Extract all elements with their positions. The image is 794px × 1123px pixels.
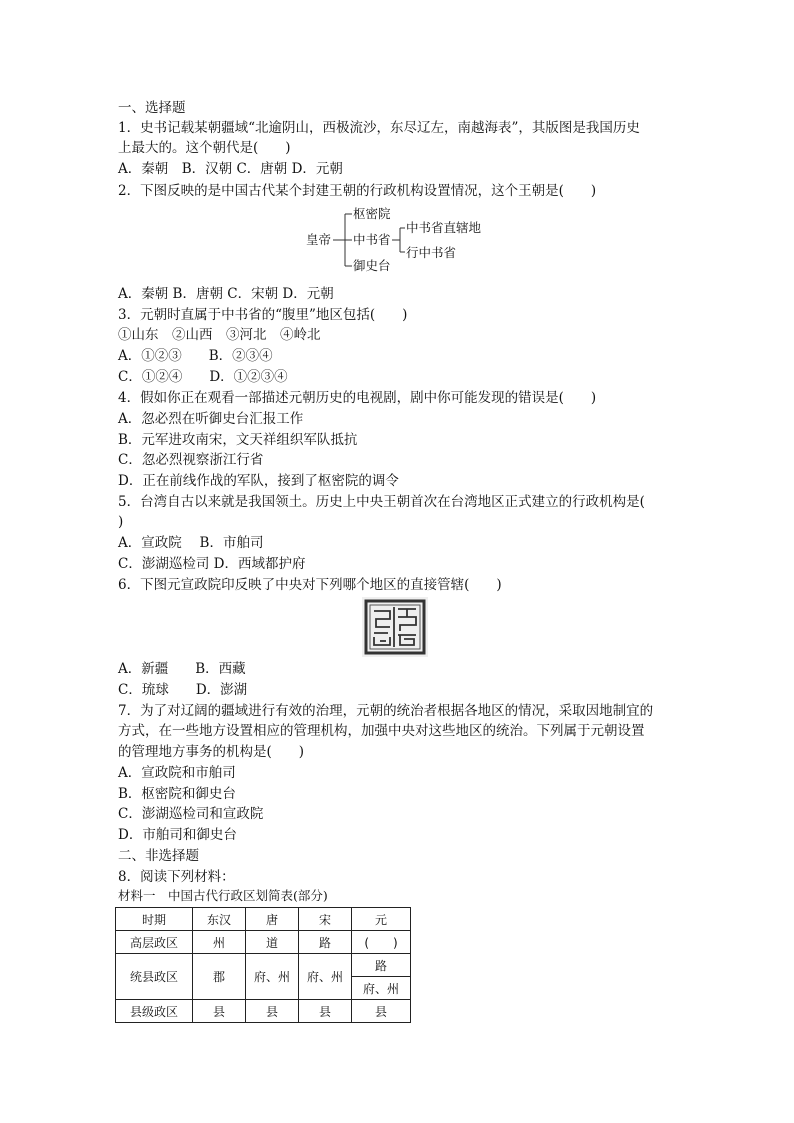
- question-4-option-c: C．忽必烈视察浙江行省: [118, 452, 264, 468]
- table-cell: 府、州: [352, 977, 411, 1000]
- table-header-cell: 时期: [116, 908, 193, 931]
- table-cell: 高层政区: [116, 931, 193, 954]
- question-1-stem: 1．史书记载某朝疆域“北逾阴山，西极流沙，东尽辽左，南越海表”，其版图是我国历史: [118, 120, 640, 136]
- question-7-stem-cont2: 的管理地方事务的机构是( ): [118, 744, 305, 760]
- question-3-options-cd: C．①②④ D．①②③④: [118, 369, 288, 385]
- table-row: [116, 954, 411, 977]
- table-header-cell: 元: [352, 908, 411, 931]
- question-4-option-b: B．元军进攻南宋，文天祥组织军队抵抗: [118, 432, 358, 448]
- table-cell: 郡: [193, 954, 246, 1000]
- section-heading-non-choice: 二、非选择题: [118, 848, 199, 864]
- admin-division-table: [115, 907, 411, 1023]
- question-4-stem: 4．假如你正在观看一部描述元朝历史的电视剧，剧中你可能发现的错误是( ): [118, 390, 597, 406]
- section-heading-choice: 一、选择题: [118, 100, 186, 116]
- node-censorate: 御史台: [353, 258, 391, 273]
- question-6-options-cd: C．琉球 D．澎湖: [118, 682, 248, 698]
- question-5-options-ab: A．宣政院 B．市舶司: [118, 535, 264, 551]
- question-1-options: A．秦朝 B．汉朝 C．唐朝 D．元朝: [118, 161, 343, 177]
- table-header-cell: 宋: [299, 908, 352, 931]
- question-5-stem: 5．台湾自古以来就是我国领土。历史上中央王朝首次在台湾地区正式建立的行政机构是(: [118, 494, 645, 510]
- xuanzheng-seal-image: [362, 597, 428, 657]
- table-cell: 县: [193, 1000, 246, 1023]
- table-cell: 县: [299, 1000, 352, 1023]
- table-cell: 道: [246, 931, 299, 954]
- question-7-option-c: C．澎湖巡检司和宣政院: [118, 806, 264, 822]
- diagram-connectors: [300, 202, 520, 278]
- table-header-cell: 东汉: [193, 908, 246, 931]
- table-cell-blank: ( ): [352, 931, 411, 954]
- question-1-stem-cont: 上最大的。这个朝代是( ): [118, 140, 291, 156]
- node-privy-council: 枢密院: [353, 206, 391, 221]
- question-6-options-ab: A．新疆 B．西藏: [118, 661, 246, 677]
- table-cell: 府、州: [246, 954, 299, 1000]
- table-header-cell: 唐: [246, 908, 299, 931]
- question-4-option-d: D．正在前线作战的军队，接到了枢密院的调令: [118, 473, 399, 489]
- question-7-option-b: B．枢密院和御史台: [118, 786, 236, 802]
- table-cell: 路: [352, 954, 411, 977]
- question-3-stem: 3．元朝时直属于中书省的“腹里”地区包括( ): [118, 307, 408, 323]
- table-cell: 县: [246, 1000, 299, 1023]
- question-2-stem: 2．下图反映的是中国古代某个封建王朝的行政机构设置情况，这个王朝是( ): [118, 183, 597, 199]
- table-cell: 县级政区: [116, 1000, 193, 1023]
- admin-structure-diagram: [300, 202, 520, 278]
- question-8-stem: 8．阅读下列材料：: [118, 869, 235, 885]
- question-7-stem: 7．为了对辽阔的疆域进行有效的治理，元朝的统治者根据各地区的情况，采取因地制宜的: [118, 703, 654, 719]
- node-secretariat: 中书省: [353, 232, 391, 247]
- question-4-option-a: A．忽必烈在听御史台汇报工作: [118, 411, 304, 427]
- table-row: [116, 1000, 411, 1023]
- question-7-option-a: A．宣政院和市舶司: [118, 765, 236, 781]
- seal-icon: [362, 597, 428, 657]
- question-3-options-ab: A．①②③ B．②③④: [118, 348, 273, 364]
- table-cell: 州: [193, 931, 246, 954]
- question-2-options: A．秦朝 B．唐朝 C．宋朝 D．元朝: [118, 286, 334, 302]
- table-cell: 统县政区: [116, 954, 193, 1000]
- question-7-stem-cont1: 方式，在一些地方设置相应的管理机构，加强中央对这些地区的统治。下列属于元朝设置: [118, 723, 645, 739]
- table-row: [116, 931, 411, 954]
- question-3-items: ①山东 ②山西 ③河北 ④岭北: [118, 327, 321, 343]
- table-cell: 府、州: [299, 954, 352, 1000]
- question-6-stem: 6．下图元宣政院印反映了中央对下列哪个地区的直接管辖( ): [118, 577, 502, 593]
- table-row: [116, 908, 411, 931]
- question-5-stem-cont: ): [118, 514, 124, 530]
- node-emperor: 皇帝: [306, 232, 332, 247]
- table-cell: 县: [352, 1000, 411, 1023]
- question-7-option-d: D．市舶司和御史台: [118, 827, 237, 843]
- node-branch-secretariat: 行中书省: [406, 245, 457, 260]
- node-direct-territory: 中书省直辖地: [406, 220, 482, 235]
- table-cell: 路: [299, 931, 352, 954]
- material-one-caption: 材料一 中国古代行政区划简表(部分): [118, 888, 328, 903]
- question-5-options-cd: C．澎湖巡检司 D．西域都护府: [118, 556, 306, 572]
